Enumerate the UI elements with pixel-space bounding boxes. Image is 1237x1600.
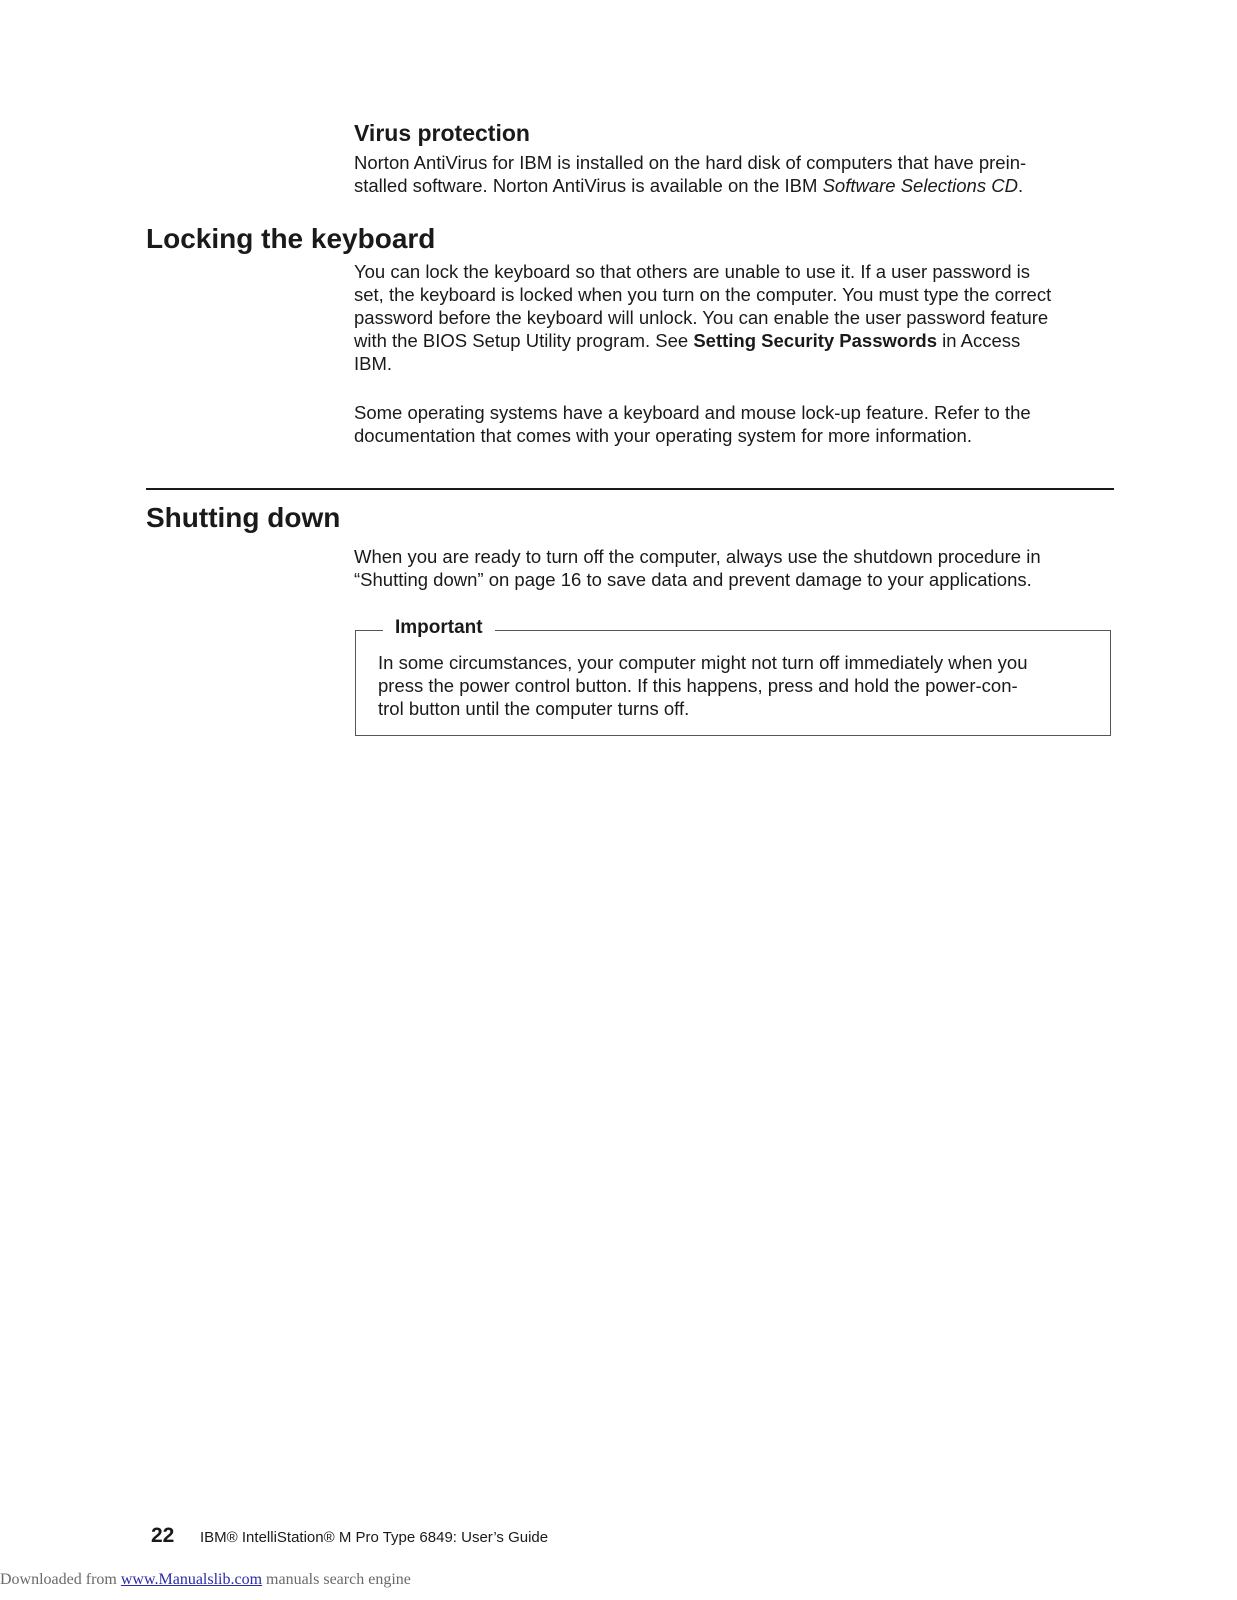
software-selections-cd-title: Software Selections CD: [822, 175, 1018, 196]
virus-line-2-text: stalled software. Norton AntiVirus is available on the IBM: [354, 175, 823, 196]
locking-p1-line-5: IBM.: [354, 353, 393, 374]
virus-line-1: Norton AntiVirus for IBM is installed on the hard disk of computers that have prein-: [354, 152, 1027, 173]
download-prefix: Downloaded from: [0, 1571, 121, 1588]
important-notice-text: [378, 651, 1098, 720]
locking-p1-line-4: with the BIOS Setup Utility program. See: [354, 330, 694, 351]
locking-p1-line-4-end: in Access: [937, 330, 1021, 351]
locking-p1-line-3: password before the keyboard will unlock. You can enable the user password feature: [354, 307, 1049, 328]
virus-protection-heading: Virus protection: [354, 120, 530, 146]
setting-security-passwords-ref: Setting Security Passwords: [693, 330, 937, 351]
important-line-2: press the power control button. If this happens, press and hold the power-con-: [378, 675, 1018, 696]
page-number: 22: [151, 1524, 175, 1547]
manualslib-link[interactable]: www.Manualslib.com: [120, 1571, 263, 1588]
important-line-1: In some circumstances, your computer might not turn off immediately when you: [378, 652, 1028, 673]
locking-p1-line-1: You can lock the keyboard so that others are unable to use it. If a user password is: [354, 261, 1030, 282]
shutting-down-heading: Shutting down: [146, 502, 341, 533]
important-line-3: trol button until the computer turns off.: [378, 698, 690, 719]
locking-paragraph-2: [354, 401, 1114, 447]
section-divider: [146, 488, 1114, 490]
virus-line-2-end: .: [1017, 175, 1024, 196]
important-label: Important: [383, 617, 495, 639]
virus-protection-paragraph: [354, 151, 1114, 197]
shutting-line-2: “Shutting down” on page 16 to save data and prevent damage to your applications.: [354, 569, 1032, 590]
download-attribution: [0, 1571, 411, 1589]
shutting-line-1: When you are ready to turn off the computer, always use the shutdown procedure in: [354, 546, 1041, 567]
download-suffix: manuals search engine: [262, 1571, 411, 1588]
locking-paragraph-1: [354, 260, 1114, 375]
locking-p2-line-2: documentation that comes with your operating system for more information.: [354, 425, 972, 446]
locking-p1-line-2: set, the keyboard is locked when you turn on the computer. You must type the correct: [354, 284, 1052, 305]
shutting-down-paragraph: [354, 545, 1114, 591]
locking-keyboard-heading: Locking the keyboard: [146, 223, 436, 254]
locking-p2-line-1: Some operating systems have a keyboard and mouse lock-up feature. Refer to the: [354, 402, 1031, 423]
footer-guide-title: IBM® IntelliStation® M Pro Type 6849: User’s Guide: [200, 1529, 549, 1546]
